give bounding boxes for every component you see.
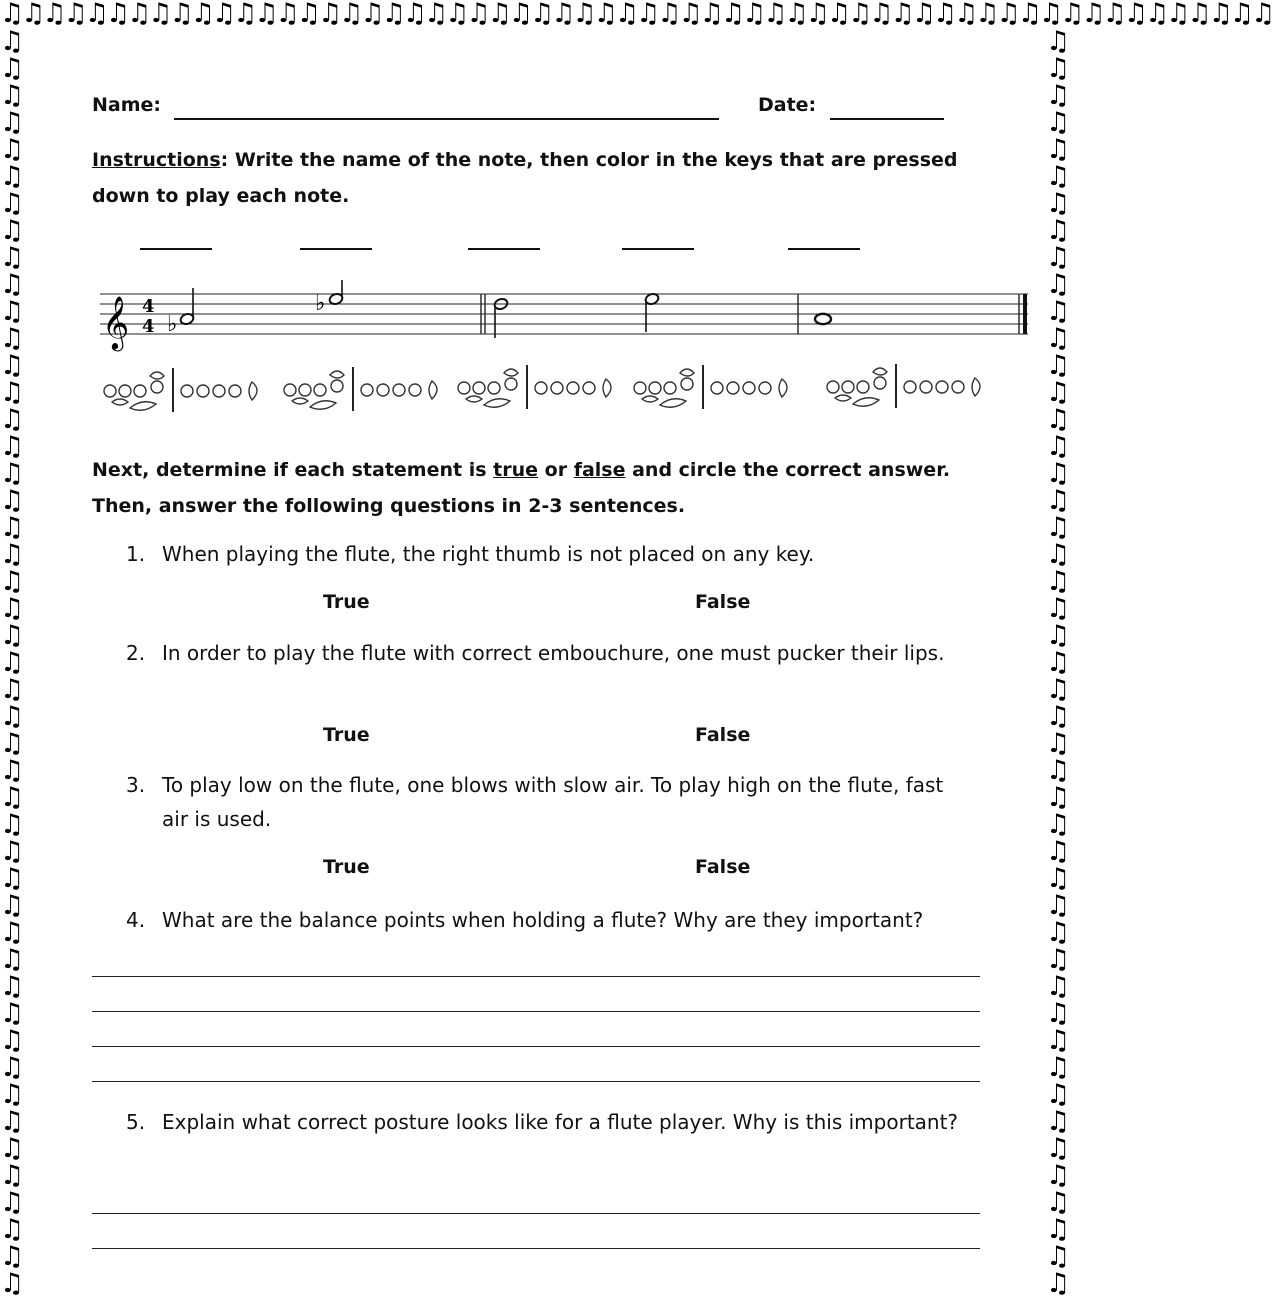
music-note-icon: ♫ bbox=[1046, 134, 1071, 165]
music-note-icon: ♫ bbox=[0, 620, 25, 651]
music-note-icon: ♫ bbox=[0, 701, 25, 732]
music-note-icon: ♫ bbox=[1046, 1241, 1071, 1272]
music-note-icon: ♫ bbox=[0, 917, 25, 948]
music-note-icon: ♫ bbox=[0, 188, 25, 219]
music-note-icon: ♫ bbox=[0, 350, 25, 381]
music-note-icon: ♫ bbox=[0, 1214, 25, 1245]
instructions-lead: Instructions bbox=[92, 149, 221, 171]
music-note-icon: ♫ bbox=[1046, 26, 1071, 57]
answer-line[interactable] bbox=[92, 976, 980, 977]
music-note-icon: ♫ bbox=[1046, 107, 1071, 138]
true-option[interactable]: True bbox=[323, 591, 370, 613]
next-text-3: and circle the correct answer. Then, answer the following questions in 2-3 sentences. bbox=[92, 459, 951, 517]
music-note-icon: ♫ bbox=[0, 377, 25, 408]
question-number: 3. bbox=[126, 773, 146, 797]
note-b-flat-4 bbox=[167, 288, 195, 337]
music-note-icon: ♫ bbox=[1046, 323, 1071, 354]
music-note-icon: ♫ bbox=[0, 971, 25, 1002]
music-note-icon: ♫ bbox=[1046, 485, 1071, 516]
music-note-icon: ♫ bbox=[1046, 377, 1071, 408]
music-note-icon: ♫ bbox=[1046, 1187, 1071, 1218]
music-note-icon: ♫ bbox=[0, 269, 25, 300]
music-note-icon: ♫ bbox=[0, 1079, 25, 1110]
music-note-icon: ♫ bbox=[0, 647, 25, 678]
music-note-icon: ♫ bbox=[1046, 674, 1071, 705]
music-note-border-top: ♫♫♫♫♫♫♫♫♫♫♫♫♫♫♫♫♫♫♫♫♫♫♫♫♫♫♫♫♫♫♫♫♫♫♫♫♫♫♫♫♫♫♫♫♫♫♫♫♫♫♫♫♫♫♫♫♫♫♫♫ bbox=[0, 0, 1272, 29]
music-note-icon: ♫ bbox=[0, 215, 25, 246]
false-option[interactable]: False bbox=[695, 591, 751, 613]
music-note-icon: ♫ bbox=[0, 53, 25, 84]
music-note-icon: ♫ bbox=[1046, 755, 1071, 786]
time-signature-bottom: 4 bbox=[142, 316, 155, 337]
answer-line[interactable] bbox=[92, 1081, 980, 1082]
music-note-icon: ♫ bbox=[1046, 647, 1071, 678]
flat-icon: ♭ bbox=[315, 291, 326, 316]
question-text: What are the balance points when holding a flute? Why are they important? bbox=[162, 908, 924, 932]
music-note-icon: ♫ bbox=[1046, 620, 1071, 651]
music-note-icon: ♫ bbox=[1046, 269, 1071, 300]
music-note-icon: ♫ bbox=[0, 944, 25, 975]
flute-fingering-charts bbox=[96, 350, 996, 426]
answer-line[interactable] bbox=[92, 1046, 980, 1047]
music-note-icon: ♫ bbox=[0, 755, 25, 786]
music-note-icon: ♫ bbox=[1046, 80, 1071, 111]
flat-icon: ♭ bbox=[167, 312, 178, 337]
music-note-icon: ♫ bbox=[0, 998, 25, 1029]
next-instructions bbox=[92, 452, 972, 524]
music-note-icon: ♫ bbox=[0, 593, 25, 624]
question-number: 4. bbox=[126, 908, 146, 932]
note-name-blank[interactable] bbox=[622, 248, 694, 250]
music-note-icon: ♫ bbox=[1046, 593, 1071, 624]
note-d-5 bbox=[493, 297, 508, 338]
note-e-flat-5 bbox=[315, 280, 344, 316]
music-note-icon: ♫ bbox=[0, 107, 25, 138]
true-option[interactable]: True bbox=[323, 856, 370, 878]
question-number: 5. bbox=[126, 1110, 146, 1134]
answer-line[interactable] bbox=[92, 1011, 980, 1012]
treble-clef-icon: 𝄞 bbox=[102, 295, 130, 349]
music-note-icon: ♫ bbox=[1046, 296, 1071, 327]
music-note-icon: ♫ bbox=[0, 134, 25, 165]
note-name-blank[interactable] bbox=[788, 248, 860, 250]
music-note-icon: ♫ bbox=[1046, 1052, 1071, 1083]
music-note-icon: ♫ bbox=[1046, 215, 1071, 246]
music-note-icon: ♫ bbox=[1046, 350, 1071, 381]
music-note-icon: ♫ bbox=[0, 404, 25, 435]
music-note-icon: ♫ bbox=[1046, 836, 1071, 867]
flute-fingering-diagram[interactable] bbox=[634, 365, 787, 409]
music-note-icon: ♫ bbox=[1046, 1214, 1071, 1245]
whole-notehead bbox=[815, 314, 831, 324]
music-note-icon: ♫ bbox=[0, 458, 25, 489]
music-note-icon: ♫ bbox=[0, 863, 25, 894]
true-word: true bbox=[493, 459, 539, 481]
music-note-icon: ♫ bbox=[1046, 782, 1071, 813]
music-note-icon: ♫ bbox=[1046, 1268, 1071, 1299]
next-text-1: Next, determine if each statement is bbox=[92, 459, 494, 481]
question-number: 1. bbox=[126, 542, 146, 566]
question-text: Explain what correct posture looks like for a flute player. Why is this important? bbox=[162, 1110, 959, 1134]
music-note-icon: ♫ bbox=[0, 566, 25, 597]
note-c-5 bbox=[815, 314, 831, 324]
question-text: To play low on the flute, one blows with slow air. To play high on the flute, fast air is used. bbox=[162, 773, 944, 831]
music-note-icon: ♫ bbox=[0, 782, 25, 813]
question-text: In order to play the flute with correct embouchure, one must pucker their lips. bbox=[162, 641, 945, 665]
music-note-icon: ♫ bbox=[0, 728, 25, 759]
false-word: false bbox=[573, 459, 626, 481]
music-note-icon: ♫ bbox=[1046, 1133, 1071, 1164]
music-note-icon: ♫ bbox=[0, 431, 25, 462]
music-note-icon: ♫ bbox=[1046, 188, 1071, 219]
music-note-icon: ♫ bbox=[1046, 404, 1071, 435]
instructions-text: : Write the name of the note, then color in the keys that are pressed down to play each note. bbox=[92, 149, 958, 207]
music-note-icon: ♫ bbox=[1046, 53, 1071, 84]
question-number: 2. bbox=[126, 641, 146, 665]
music-note-icon: ♫ bbox=[1046, 809, 1071, 840]
music-note-icon: ♫ bbox=[1046, 917, 1071, 948]
music-note-icon: ♫ bbox=[0, 1052, 25, 1083]
false-option[interactable]: False bbox=[695, 724, 751, 746]
note-f-5 bbox=[644, 292, 659, 332]
note-name-blank[interactable] bbox=[140, 248, 212, 250]
false-option[interactable]: False bbox=[695, 856, 751, 878]
music-note-icon: ♫ bbox=[1046, 566, 1071, 597]
music-note-icon: ♫ bbox=[0, 674, 25, 705]
music-note-icon: ♫ bbox=[1046, 998, 1071, 1029]
music-note-icon: ♫ bbox=[0, 836, 25, 867]
music-note-icon: ♫ bbox=[0, 323, 25, 354]
music-note-icon: ♫ bbox=[1046, 971, 1071, 1002]
flute-fingering-diagram[interactable] bbox=[827, 364, 980, 408]
name-blank[interactable] bbox=[174, 118, 719, 120]
music-note-icon: ♫ bbox=[1046, 242, 1071, 273]
music-note-icon: ♫ bbox=[0, 161, 25, 192]
music-note-icon: ♫ bbox=[1046, 539, 1071, 570]
music-note-icon: ♫ bbox=[1046, 1079, 1071, 1110]
answer-line[interactable] bbox=[92, 1248, 980, 1249]
music-note-icon: ♫ bbox=[0, 1160, 25, 1191]
music-note-icon: ♫ bbox=[0, 809, 25, 840]
flute-fingering-diagram[interactable] bbox=[458, 365, 611, 409]
note-name-blank[interactable] bbox=[300, 248, 372, 250]
instructions-paragraph bbox=[92, 142, 972, 214]
music-note-icon: ♫ bbox=[1046, 890, 1071, 921]
next-text-2: or bbox=[538, 459, 574, 481]
music-note-icon: ♫ bbox=[0, 512, 25, 543]
name-date-row bbox=[92, 94, 952, 124]
music-note-icon: ♫ bbox=[1046, 512, 1071, 543]
music-note-icon: ♫ bbox=[0, 80, 25, 111]
date-label: Date: bbox=[758, 94, 817, 116]
music-note-icon: ♫ bbox=[0, 1268, 25, 1299]
staff-lines bbox=[100, 294, 1028, 334]
name-label: Name: bbox=[92, 94, 162, 116]
true-option[interactable]: True bbox=[323, 724, 370, 746]
music-note-icon: ♫ bbox=[1046, 944, 1071, 975]
music-note-icon: ♫ bbox=[1046, 1106, 1071, 1137]
music-note-icon: ♫ bbox=[1046, 728, 1071, 759]
music-note-icon: ♫ bbox=[1046, 863, 1071, 894]
music-note-icon: ♫ bbox=[0, 1187, 25, 1218]
note-name-blank[interactable] bbox=[468, 248, 540, 250]
music-note-icon: ♫ bbox=[1046, 161, 1071, 192]
music-note-icon: ♫ bbox=[0, 1025, 25, 1056]
question-text: When playing the flute, the right thumb is not placed on any key. bbox=[162, 542, 815, 566]
music-staff bbox=[96, 282, 1032, 352]
music-note-icon: ♫ bbox=[0, 485, 25, 516]
music-note-icon: ♫ bbox=[1046, 701, 1071, 732]
answer-line[interactable] bbox=[92, 1213, 980, 1214]
music-note-icon: ♫ bbox=[1046, 1025, 1071, 1056]
music-note-icon: ♫ bbox=[1046, 458, 1071, 489]
music-note-icon: ♫ bbox=[0, 890, 25, 921]
music-note-icon: ♫ bbox=[0, 1133, 25, 1164]
time-signature-top: 4 bbox=[142, 296, 155, 317]
music-note-icon: ♫ bbox=[0, 296, 25, 327]
flute-fingering-diagram[interactable] bbox=[104, 368, 257, 412]
music-note-icon: ♫ bbox=[0, 1241, 25, 1272]
date-blank[interactable] bbox=[830, 118, 944, 120]
music-note-icon: ♫ bbox=[0, 26, 25, 57]
flute-fingering-diagram[interactable] bbox=[284, 367, 437, 411]
music-note-icon: ♫ bbox=[0, 242, 25, 273]
music-note-icon: ♫ bbox=[0, 1106, 25, 1137]
music-note-icon: ♫ bbox=[0, 539, 25, 570]
music-note-icon: ♫ bbox=[1046, 1160, 1071, 1191]
music-note-icon: ♫ bbox=[1046, 431, 1071, 462]
